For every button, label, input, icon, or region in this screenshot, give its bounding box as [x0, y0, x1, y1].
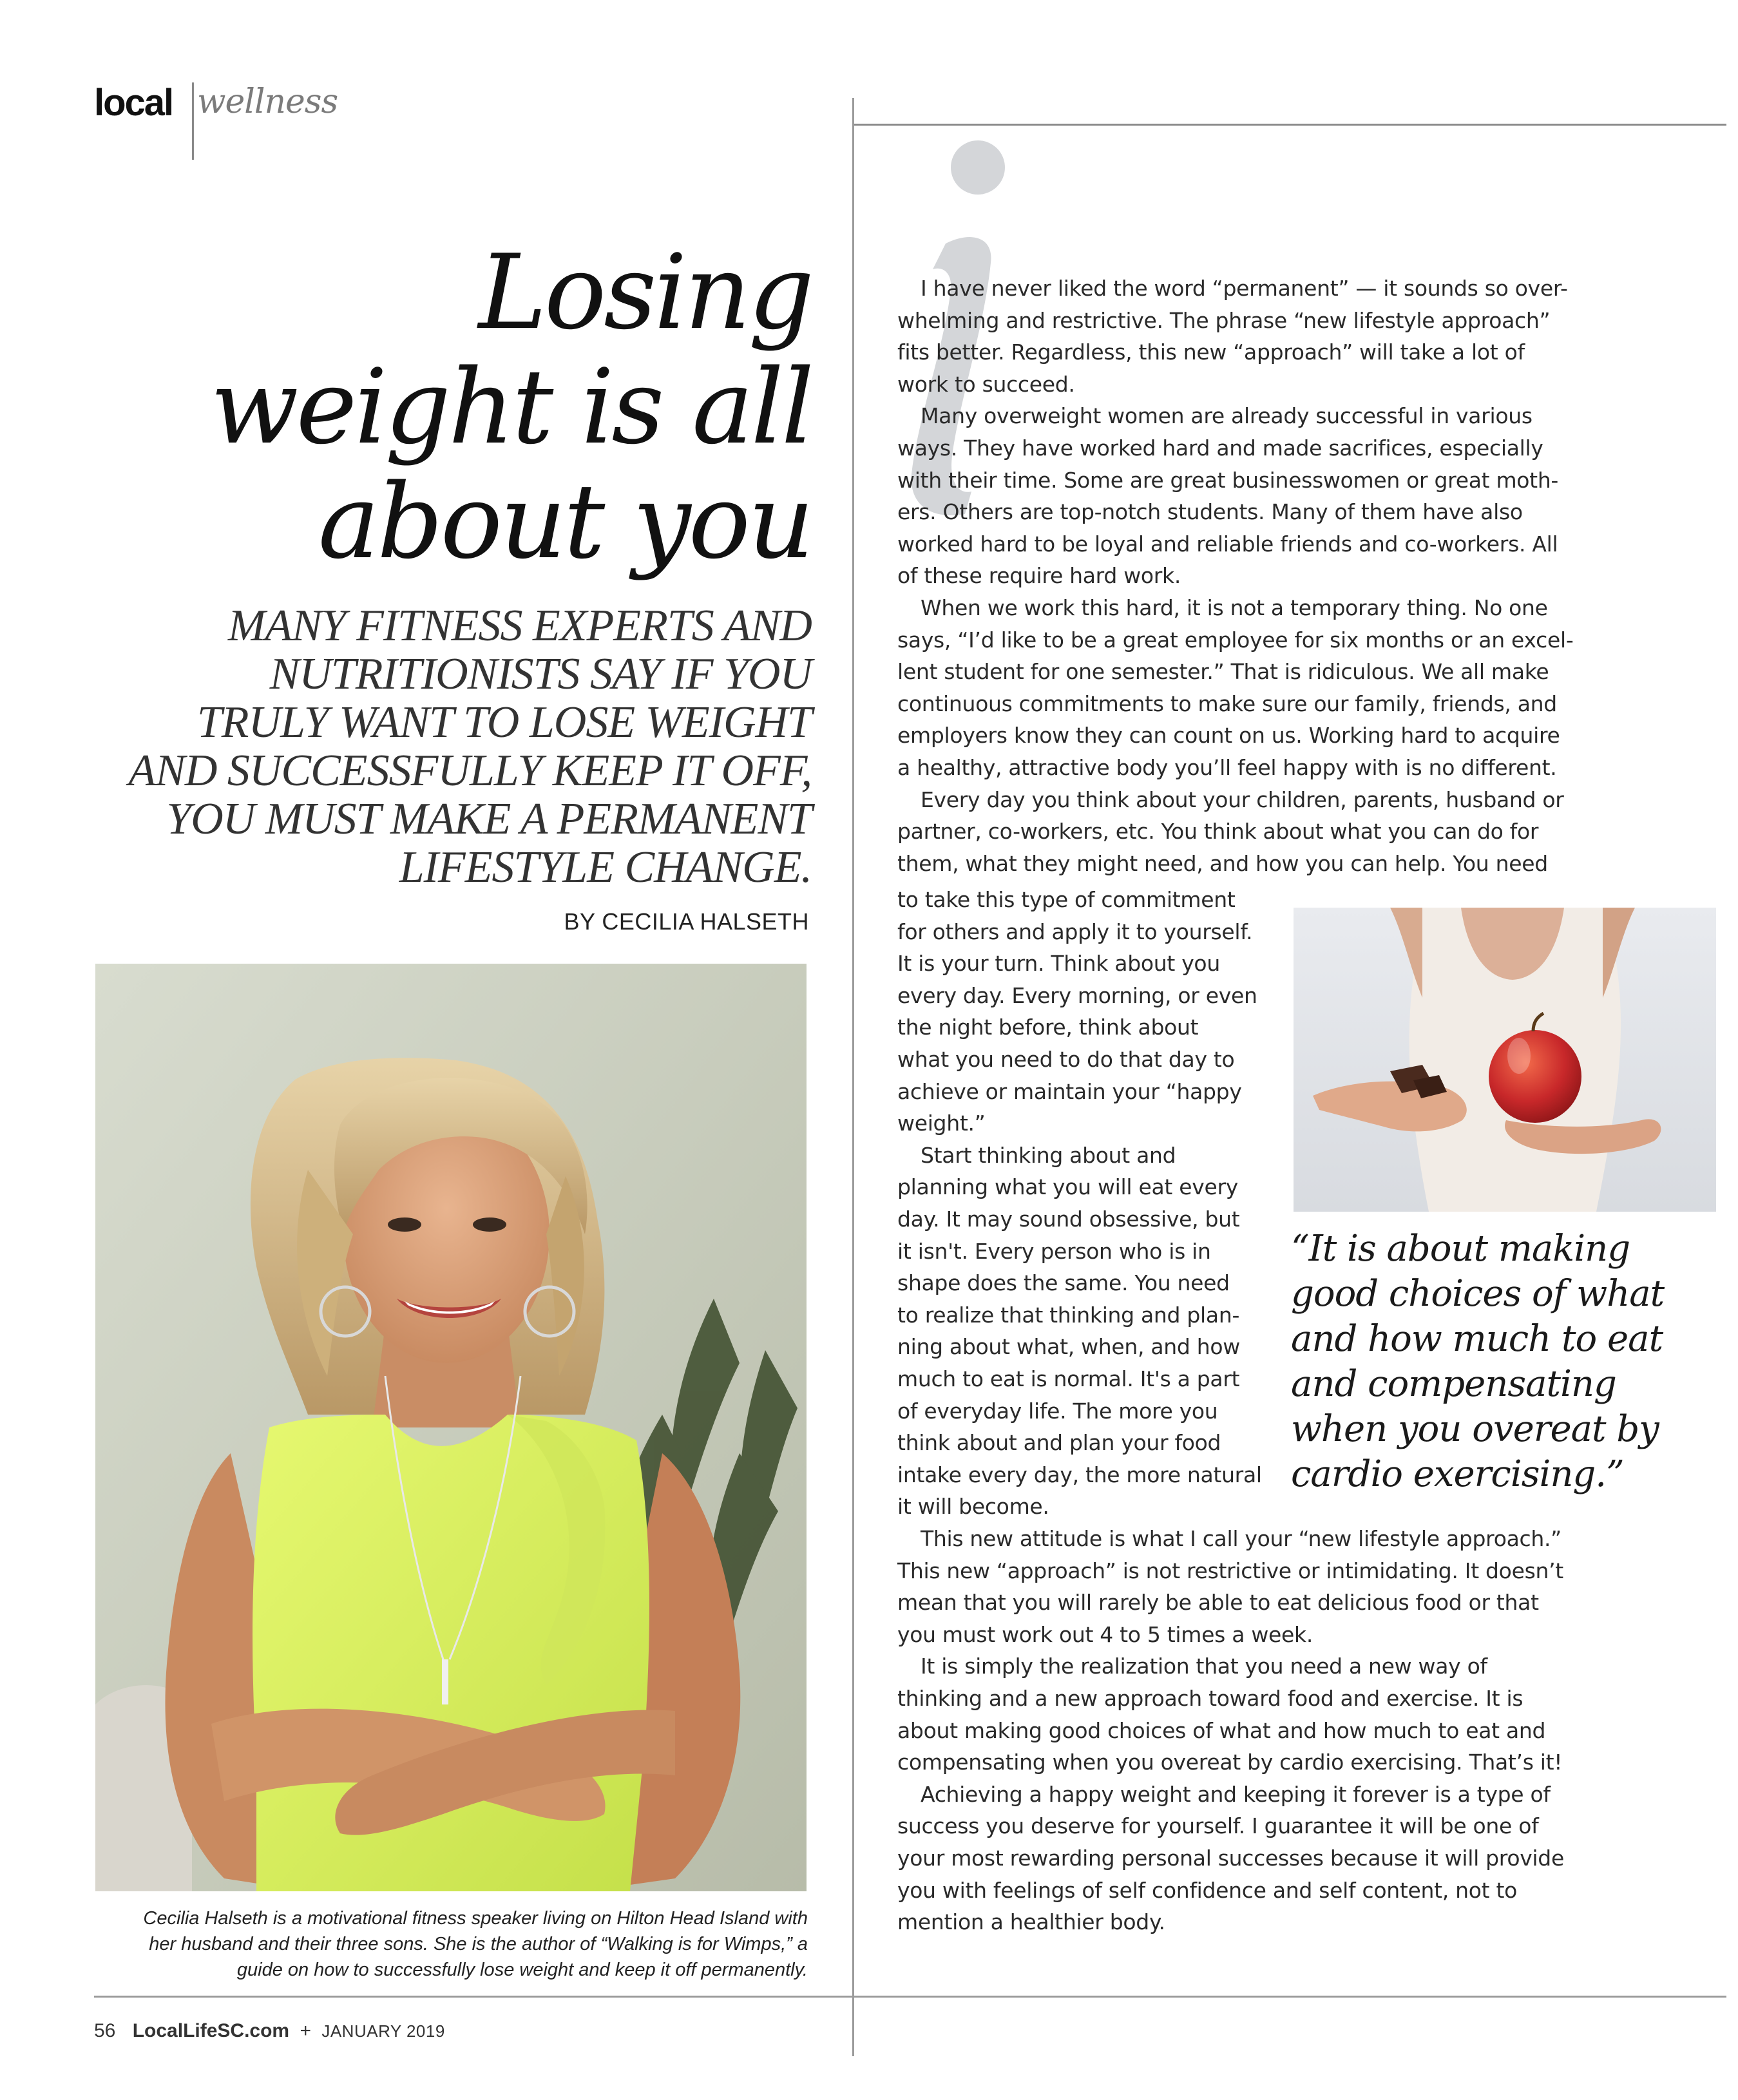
body-line: every day. Every morning, or even	[897, 982, 1257, 1008]
deck-line: TRULY WANT TO LOSE WEIGHT	[196, 698, 812, 747]
article-body-bottom	[897, 1523, 1580, 1938]
body-line: thinking and a new approach toward food and exercise. It is	[897, 1685, 1523, 1711]
body-line: a healthy, attractive body you’ll feel happy with is no different.	[897, 754, 1557, 780]
body-paragraph	[897, 884, 1265, 1140]
body-line: This new attitude is what I call your “new lifestyle approach.”	[921, 1526, 1561, 1551]
body-paragraph	[897, 784, 1580, 880]
body-line: intake every day, the more natural	[897, 1462, 1262, 1487]
body-line: achieve or maintain your “happy	[897, 1078, 1242, 1104]
body-paragraph	[897, 1140, 1265, 1523]
deck-subheadline	[116, 602, 812, 892]
caption-line: her husband and their three sons. She is the author of “Walking is for Wimps,” a	[149, 1934, 808, 1954]
apple-chocolate-photo	[1294, 908, 1716, 1212]
issue-date: JANUARY 2019	[321, 2021, 445, 2041]
body-line: I have never liked the word “permanent” — it sounds so over-	[921, 276, 1568, 301]
body-paragraph	[897, 1779, 1580, 1938]
body-line: think about and plan your food	[897, 1430, 1221, 1456]
caption-line: Cecilia Halseth is a motivational fitness speaker living on Hilton Head Island with	[143, 1908, 808, 1929]
body-line: ning about what, when, and how	[897, 1334, 1240, 1360]
body-paragraph	[897, 1523, 1580, 1650]
deck-line: NUTRITIONISTS SAY IF YOU	[269, 649, 812, 699]
body-line: to take this type of commitment	[897, 887, 1236, 912]
body-line: much to eat is normal. It's a part	[897, 1366, 1240, 1391]
body-line: weight.”	[897, 1111, 986, 1136]
caption-line: guide on how to successfully lose weight and keep it off permanently.	[236, 1960, 808, 1980]
apple-chocolate-illustration	[1294, 908, 1716, 1212]
header-divider	[192, 82, 194, 160]
body-line: mean that you will rarely be able to eat delicious food or that	[897, 1590, 1539, 1616]
pull-quote-line: good choices of what	[1291, 1273, 1665, 1315]
body-line: you with feelings of self confidence and self content, not to	[897, 1877, 1517, 1903]
author-photo-illustration	[95, 964, 807, 1891]
page-number: 56	[94, 2020, 116, 2041]
body-line: whelming and restrictive. The phrase “new lifestyle approach”	[897, 307, 1551, 333]
body-line: Start thinking about and	[921, 1142, 1176, 1168]
byline: BY CECILIA HALSETH	[564, 908, 809, 935]
body-line: the night before, think about	[897, 1015, 1199, 1040]
headline-line: about you	[318, 461, 812, 582]
pull-quote	[1291, 1227, 1716, 1497]
body-line: When we work this hard, it is not a temporary thing. No one	[921, 595, 1548, 620]
body-line: planning what you will eat every	[897, 1174, 1238, 1200]
body-line: Achieving a happy weight and keeping it forever is a type of	[921, 1781, 1551, 1807]
author-photo	[95, 964, 807, 1891]
footer-rule	[94, 1996, 1726, 1998]
body-line: it will become.	[897, 1494, 1049, 1520]
body-line: partner, co-workers, etc. You think about what you can do for	[897, 819, 1539, 845]
pull-quote-line: and compensating	[1291, 1363, 1616, 1405]
body-line: mention a healthier body.	[897, 1909, 1165, 1935]
article-body-narrow	[897, 884, 1265, 1523]
site-name: LocalLifeSC.com	[132, 2020, 290, 2041]
body-line: ers. Others are top-notch students. Many of them have also	[897, 499, 1523, 525]
body-line: your most rewarding personal successes because it will provide	[897, 1845, 1564, 1871]
body-paragraph	[897, 400, 1580, 592]
body-line: day. It may sound obsessive, but	[897, 1206, 1240, 1232]
body-paragraph	[897, 592, 1580, 784]
body-line: for others and apply it to yourself.	[897, 919, 1253, 944]
body-line: It is simply the realization that you need a new way of	[921, 1654, 1487, 1679]
pull-quote-line: “It is about making	[1291, 1228, 1630, 1270]
body-line: work to succeed.	[897, 371, 1075, 397]
body-line: ways. They have worked hard and made sacrifices, especially	[897, 435, 1543, 461]
body-line: them, what they might need, and how you can help. You need	[897, 850, 1548, 876]
body-line: This new “approach” is not restrictive or intimidating. It doesn’t	[897, 1558, 1563, 1583]
body-line: you must work out 4 to 5 times a week.	[897, 1621, 1313, 1647]
article-body-top	[897, 272, 1580, 879]
header-rule	[853, 124, 1726, 126]
column-rule	[852, 98, 854, 2056]
photo-caption	[97, 1905, 808, 1983]
section-label: local	[94, 82, 173, 124]
body-line: continuous commitments to make sure our family, friends, and	[897, 691, 1557, 716]
headline	[129, 232, 812, 582]
body-line: of everyday life. The more you	[897, 1398, 1218, 1424]
body-line: says, “I’d like to be a great employee for six months or an excel-	[897, 627, 1574, 653]
body-line: with their time. Some are great businesswomen or great moth-	[897, 467, 1559, 493]
headline-line: Losing	[478, 232, 812, 352]
body-line: worked hard to be loyal and reliable friends and co-workers. All	[897, 531, 1558, 557]
body-line: It is your turn. Think about you	[897, 951, 1220, 977]
subsection-label: wellness	[197, 82, 338, 121]
page-footer	[94, 2020, 445, 2042]
body-line: compensating when you overeat by cardio exercising. That’s it!	[897, 1750, 1563, 1775]
footer-separator: +	[300, 2020, 311, 2041]
body-line: it isn't. Every person who is in	[897, 1238, 1211, 1264]
body-line: what you need to do that day to	[897, 1046, 1235, 1072]
pull-quote-line: cardio exercising.”	[1291, 1453, 1624, 1495]
headline-line: weight is all	[210, 347, 812, 467]
pull-quote-line: when you overeat by	[1291, 1408, 1659, 1450]
body-line: to realize that thinking and plan-	[897, 1302, 1240, 1328]
body-line: success you deserve for yourself. I guarantee it will be one of	[897, 1813, 1539, 1839]
body-line: Every day you think about your children, parents, husband or	[921, 787, 1564, 812]
pull-quote-line: and how much to eat	[1291, 1318, 1663, 1360]
body-line: about making good choices of what and how much to eat and	[897, 1717, 1546, 1743]
body-line: fits better. Regardless, this new “approach” will take a lot of	[897, 339, 1525, 365]
body-line: Many overweight women are already successful in various	[921, 403, 1533, 429]
deck-line: LIFESTYLE CHANGE.	[399, 843, 812, 892]
body-paragraph	[897, 272, 1580, 400]
deck-line: MANY FITNESS EXPERTS AND	[227, 601, 812, 651]
body-paragraph	[897, 1650, 1580, 1778]
body-line: of these require hard work.	[897, 563, 1181, 589]
body-line: shape does the same. You need	[897, 1270, 1230, 1296]
deck-line: AND SUCCESSFULLY KEEP IT OFF,	[128, 746, 812, 796]
deck-line: YOU MUST MAKE A PERMANENT	[166, 794, 812, 844]
body-line: lent student for one semester.” That is ridiculous. We all make	[897, 659, 1549, 685]
body-line: employers know they can count on us. Working hard to acquire	[897, 723, 1560, 749]
